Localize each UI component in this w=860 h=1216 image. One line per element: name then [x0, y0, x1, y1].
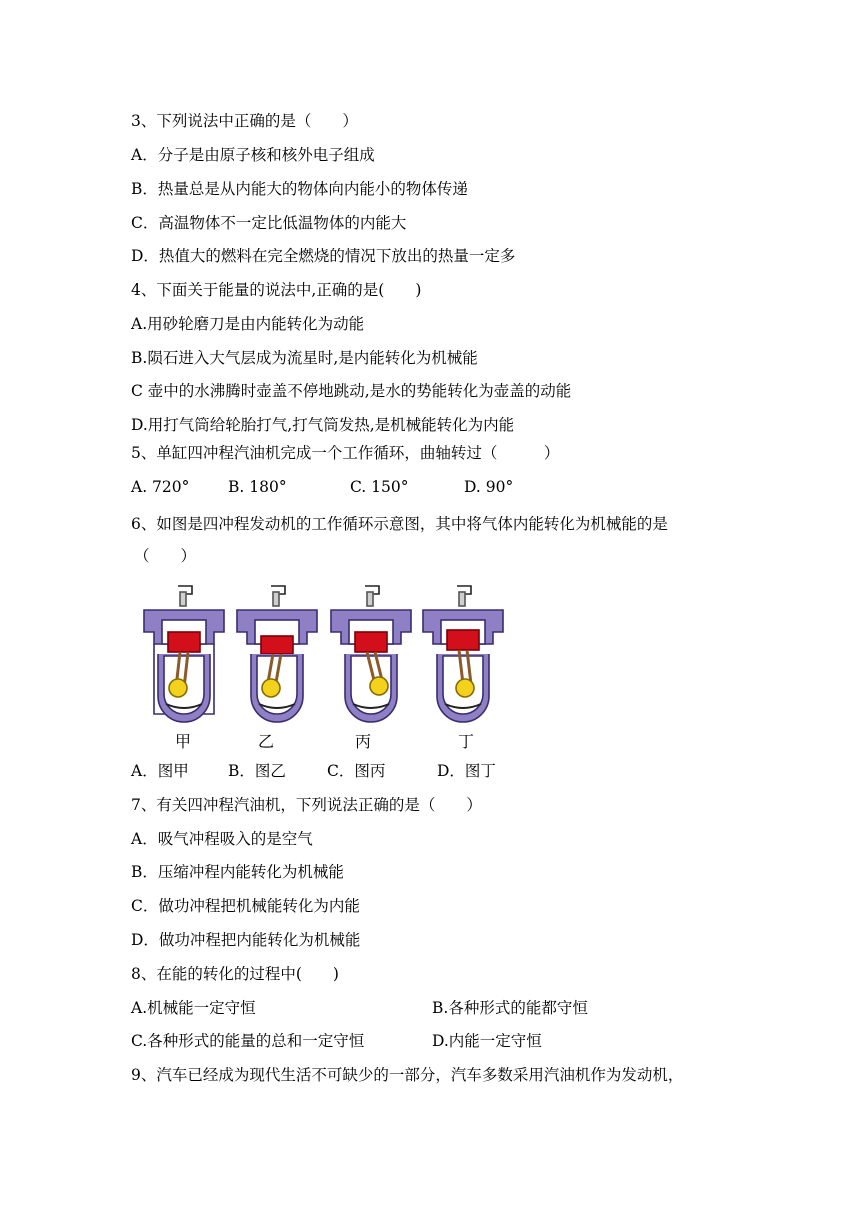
q8-option-c: C.各种形式的能量的总和一定守恒	[131, 1032, 365, 1050]
q6-option-b: B．图乙	[228, 762, 286, 780]
q3-option-d: D．热值大的燃料在完全燃烧的情况下放出的热量一定多	[131, 247, 516, 265]
q5-stem: 5、单缸四冲程汽油机完成一个工作循环，曲轴转过（ ）	[131, 444, 560, 462]
q3-stem: 3、下列说法中正确的是（ ）	[131, 112, 358, 130]
q3-option-c: C．高温物体不一定比低温物体的内能大	[131, 214, 407, 232]
q7-option-c: C．做功冲程把机械能转化为内能	[131, 897, 360, 915]
q5-option-a: A. 720°	[131, 478, 190, 496]
q7-option-d: D．做功冲程把内能转化为机械能	[131, 931, 361, 949]
q5-option-c: C. 150°	[350, 478, 409, 496]
q9-stem: 9、汽车已经成为现代生活不可缺少的一部分，汽车多数采用汽油机作为发动机，	[131, 1066, 684, 1084]
q4-stem: 4、下面关于能量的说法中,正确的是( )	[131, 281, 422, 299]
q3-option-b: B．热量总是从内能大的物体向内能小的物体传递	[131, 180, 468, 198]
figure-label-bing: 丙	[355, 732, 372, 751]
q4-option-a: A.用砂轮磨刀是由内能转化为动能	[131, 315, 365, 333]
q8-stem: 8、在能的转化的过程中( )	[131, 965, 339, 983]
q3-option-a: A．分子是由原子核和核外电子组成	[131, 146, 375, 164]
q4-option-c: C 壶中的水沸腾时壶盖不停地跳动,是水的势能转化为壶盖的动能	[131, 382, 572, 400]
engine-figure-jia	[140, 584, 228, 724]
q6-option-a: A．图甲	[131, 762, 189, 780]
q7-option-a: A．吸气冲程吸入的是空气	[131, 830, 313, 848]
engine-figure-bing	[327, 584, 415, 724]
q6-option-d: D．图丁	[437, 762, 496, 780]
q4-option-d: D.用打气筒给轮胎打气,打气筒发热,是机械能转化为内能	[131, 416, 515, 434]
engine-figure-ding	[419, 584, 507, 724]
figure-label-ding: 丁	[458, 732, 475, 751]
q5-option-d: D. 90°	[464, 478, 514, 496]
q8-option-b: B.各种形式的能都守恒	[432, 999, 588, 1017]
q6-option-c: C．图丙	[327, 762, 386, 780]
q8-option-a: A.机械能一定守恒	[131, 999, 256, 1017]
q8-option-d: D.内能一定守恒	[432, 1032, 542, 1050]
q7-stem: 7、有关四冲程汽油机，下列说法正确的是（ ）	[131, 796, 482, 814]
q4-option-b: B.陨石进入大气层成为流星时,是内能转化为机械能	[131, 349, 478, 367]
q6-stem-line2: （ ）	[134, 547, 197, 565]
figure-label-yi: 乙	[258, 732, 275, 751]
q6-stem-line1: 6、如图是四冲程发动机的工作循环示意图，其中将气体内能转化为机械能的是	[131, 515, 668, 533]
q7-option-b: B．压缩冲程内能转化为机械能	[131, 863, 344, 881]
q5-option-b: B. 180°	[228, 478, 287, 496]
figure-label-jia: 甲	[175, 732, 192, 751]
engine-figure-yi	[233, 584, 321, 724]
